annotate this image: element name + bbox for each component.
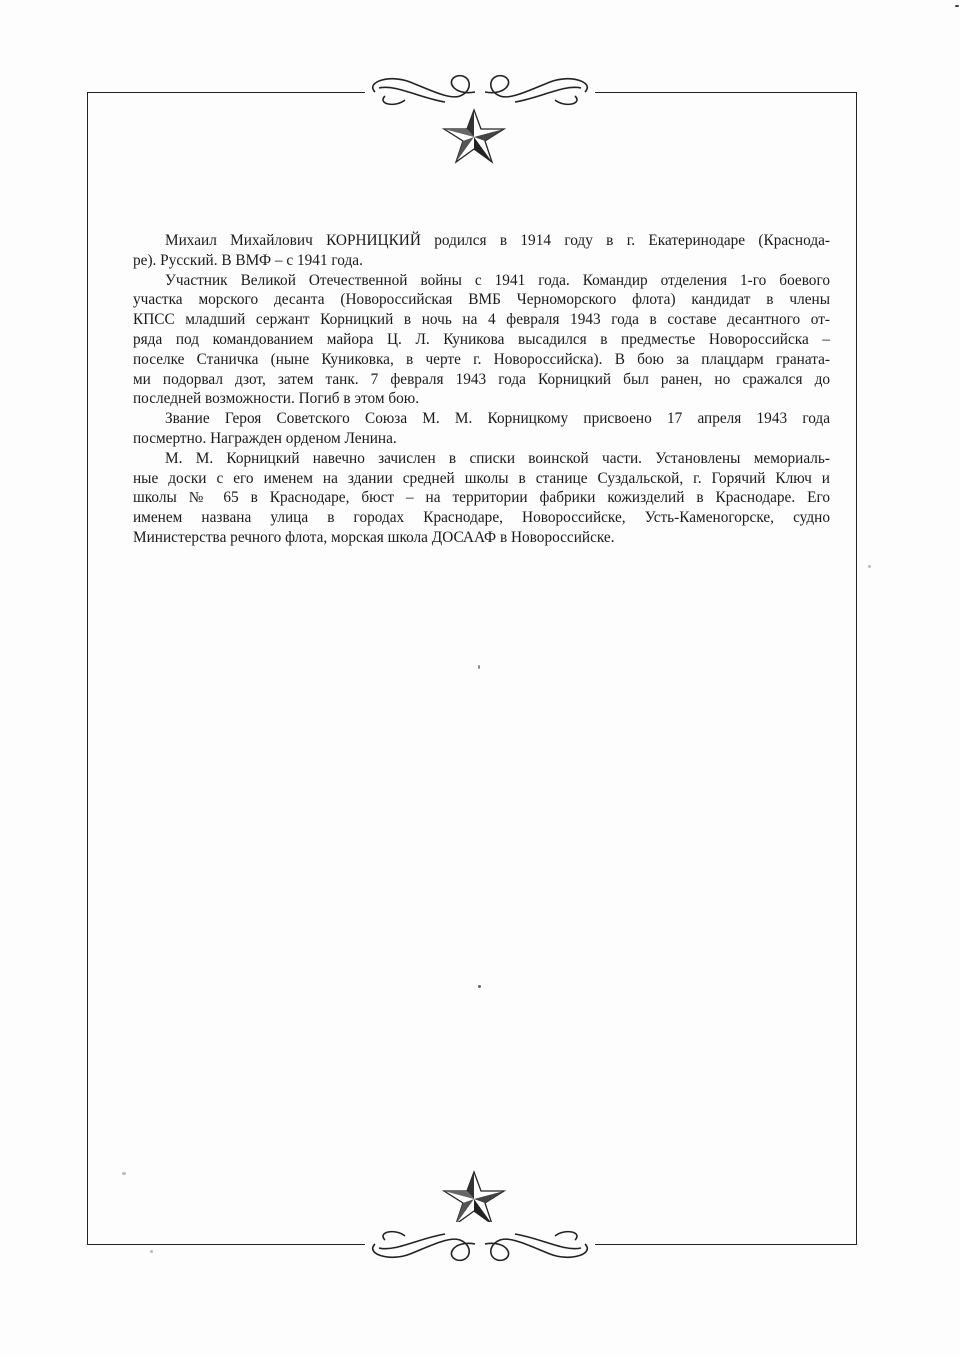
paragraph-birth [133, 231, 830, 271]
scan-speck [478, 665, 480, 669]
scan-speck [868, 565, 871, 568]
text-line: Министерства речного флота, морская школа ДОСААФ в Новороссийске. [133, 528, 615, 546]
paragraph-hero-title [133, 409, 830, 449]
scan-speck [955, 5, 959, 7]
text-line: последней возможности. Погиб в этом бою. [133, 390, 420, 408]
text-line: ряда под командованием майора Ц. Л. Куникова высадился в предместье Новороссийска – [133, 330, 830, 348]
bottom-star-icon [442, 1170, 506, 1226]
text-line: посмертно. Награжден орденом Ленина. [133, 429, 397, 447]
text-line: участка морского десанта (Новороссийская ВМБ Черноморского флота) кандидат в члены [133, 291, 830, 309]
text-line: Участник Великой Отечественной войны с 1941 года. Командир отделения 1-го боевого [165, 271, 830, 289]
text-line: Михаил Михайлович КОРНИЦКИЙ родился в 1914 году в г. Екатеринодаре (Краснода- [165, 232, 830, 249]
text-line: ные доски с его именем на здании средней школы в станице Суздальской, г. Горячий Ключ и [133, 469, 830, 487]
text-line: М. М. Корницкий навечно зачислен в списки воинской части. Установлены мемориаль- [165, 449, 830, 467]
bottom-flourish-ornament [365, 1222, 595, 1268]
paragraph-war-service [133, 271, 830, 410]
scan-speck [478, 985, 481, 988]
top-star-icon [442, 108, 506, 164]
text-line: ми подорвал дзот, затем танк. 7 февраля 1943 года Корницкий был ранен, но сражался до [133, 370, 830, 388]
text-line: школы № 65 в Краснодаре, бюст – на территории фабрики кожизделий в Краснодаре. Его [133, 489, 830, 507]
biography-text [133, 231, 830, 548]
text-line: Звание Героя Советского Союза М. М. Корницкому присвоено 17 апреля 1943 года [165, 410, 830, 428]
scan-speck [122, 1172, 126, 1175]
text-line: КПСС младший сержант Корницкий в ночь на 4 февраля 1943 года в составе десантного от- [133, 311, 830, 329]
text-line: именем названа улица в городах Краснодаре, Новороссийске, Усть-Каменогорске, судно [133, 509, 830, 527]
paragraph-memorials [133, 449, 830, 548]
text-line: поселке Станичка (ныне Куниковка, в черте г. Новороссийска). В бою за плацдарм граната- [133, 350, 830, 368]
text-line: ре). Русский. В ВМФ – с 1941 года. [133, 251, 363, 269]
scan-speck [150, 1250, 153, 1253]
